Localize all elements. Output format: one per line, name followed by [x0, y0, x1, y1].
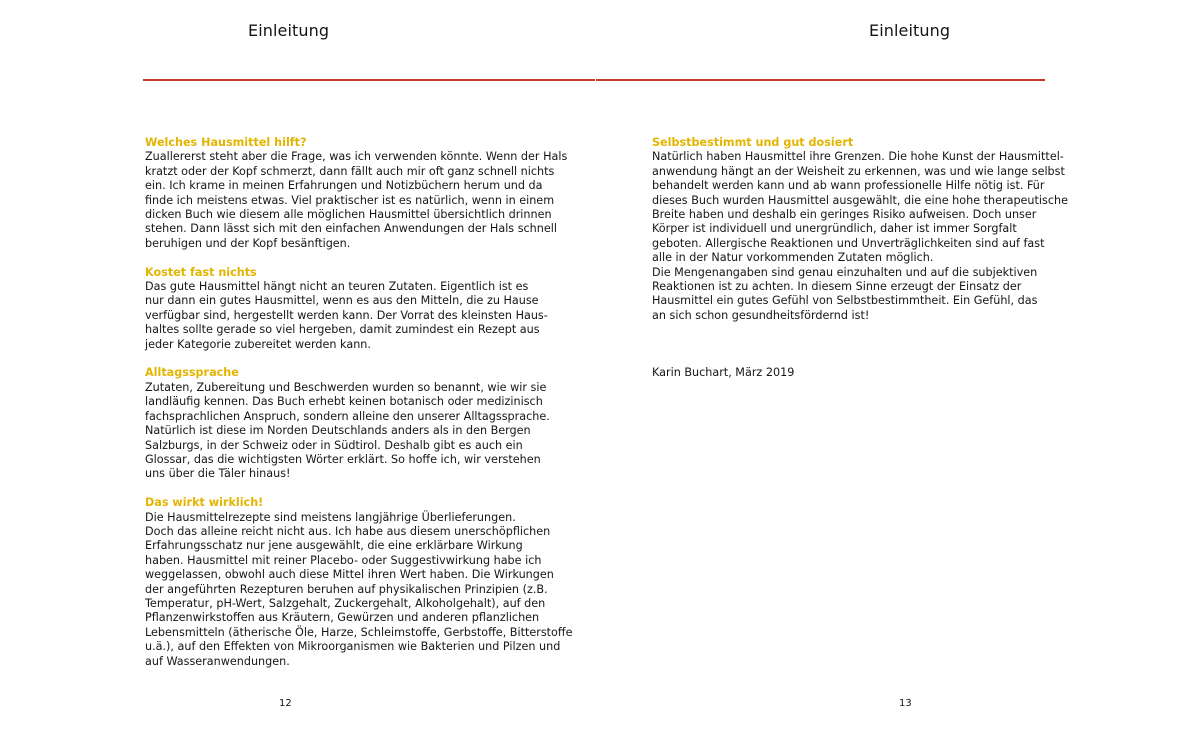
text-line: kratzt oder der Kopf schmerzt, dann fällt auch mir oft ganz schnell nichts — [145, 164, 555, 178]
text-line: Salzburgs, in der Schweiz oder in Südtirol. Deshalb gibt es auch ein — [145, 438, 523, 452]
text-line: Hausmittel ein gutes Gefühl von Selbstbestimmtheit. Ein Gefühl, das — [652, 294, 1038, 308]
author-signature: Karin Buchart, März 2019 — [652, 366, 795, 380]
text-line: Die Hausmittelrezepte sind meistens langjährige Überlieferungen. — [145, 510, 516, 524]
text-line: alle in der Natur vorkommenden Zutaten möglich. — [652, 251, 934, 265]
text-line: Reaktionen ist zu achten. In diesem Sinne erzeugt der Einsatz der — [652, 280, 1022, 294]
section-alltagssprache — [145, 366, 555, 481]
text-line: beruhigen und der Kopf besänftigen. — [145, 236, 351, 250]
text-line: anwendung hängt an der Weisheit zu erkennen, was und wie lange selbst — [652, 164, 1065, 178]
text-line: der angeführten Rezepturen beruhen auf physikalischen Prinzipien (z.B. — [145, 582, 548, 596]
right-page-body — [652, 136, 1068, 381]
text-line: Glossar, das die wichtigsten Wörter erklärt. So hoffe ich, wir verstehen — [145, 452, 541, 466]
text-line: landläufig kennen. Das Buch erhebt keinen botanisch oder medizinisch — [145, 395, 543, 409]
right-page-number: 13 — [899, 698, 912, 709]
section-title: Alltagssprache — [145, 366, 239, 380]
text-line: Lebensmitteln (ätherische Öle, Harze, Schleimstoffe, Gerbstoffe, Bitterstoffe — [145, 625, 573, 639]
section-title: Kostet fast nichts — [145, 265, 257, 279]
text-line: nur dann ein gutes Hausmittel, wenn es aus den Mitteln, die zu Hause — [145, 294, 539, 308]
text-line: Doch das alleine reicht nicht aus. Ich habe aus diesem unerschöpflichen — [145, 524, 551, 538]
text-line: geboten. Allergische Reaktionen und Unverträglichkeiten sind auf fast — [652, 236, 1045, 250]
text-line: Temperatur, pH-Wert, Salzgehalt, Zuckergehalt, Alkoholgehalt), auf den — [145, 596, 546, 610]
text-line: Zuallererst steht aber die Frage, was ich verwenden könnte. Wenn der Hals — [145, 150, 568, 164]
left-page-body — [145, 136, 573, 683]
text-line: jeder Kategorie zubereitet werden kann. — [145, 337, 371, 351]
section-kostet-fast-nichts — [145, 266, 555, 352]
text-line: Körper ist individuell und unergründlich, daher ist immer Sorgfalt — [652, 222, 1017, 236]
text-line: fachsprachlichen Anspruch, sondern alleine den unserer Alltagssprache. — [145, 409, 550, 423]
text-line: stehen. Dann lässt sich mit den einfachen Anwendungen der Hals schnell — [145, 222, 557, 236]
text-line: an sich schon gesundheitsfördernd ist! — [652, 308, 870, 322]
left-running-head: Einleitung — [248, 21, 330, 40]
right-header-rule — [596, 79, 1045, 81]
text-line: auf Wasseranwendungen. — [145, 654, 290, 668]
text-line: u.ä.), auf den Effekten von Mikroorganismen wie Bakterien und Pilzen und — [145, 640, 561, 654]
section-das-wirkt-wirklich — [145, 496, 573, 669]
text-line: haltes sollte gerade so viel hergeben, damit zumindest ein Rezept aus — [145, 323, 540, 337]
text-line: ein. Ich krame in meinen Erfahrungen und Notizbüchern herum und da — [145, 179, 543, 193]
text-line: Breite haben und deshalb ein geringes Risiko aufweisen. Doch unser — [652, 208, 1037, 222]
text-line: Natürlich haben Hausmittel ihre Grenzen. Die hohe Kunst der Hausmittel- — [652, 150, 1064, 164]
left-page-number: 12 — [279, 698, 292, 709]
right-running-head: Einleitung — [869, 21, 951, 40]
section-selbstbestimmt — [652, 136, 1068, 323]
text-line: weggelassen, obwohl auch diese Mittel ihren Wert haben. Die Wirkungen — [145, 568, 554, 582]
text-line: dieses Buch wurden Hausmittel ausgewählt, die eine hohe therapeutische — [652, 193, 1068, 207]
text-line: Natürlich ist diese im Norden Deutschlands anders als in den Bergen — [145, 424, 531, 438]
left-header-rule — [143, 79, 595, 81]
text-line: dicken Buch wie diesem alle möglichen Hausmittel übersichtlich drinnen — [145, 208, 552, 222]
section-title: Selbstbestimmt und gut dosiert — [652, 136, 854, 149]
text-line: uns über die Täler hinaus! — [145, 467, 291, 481]
text-line: verfügbar sind, hergestellt werden kann. Der Vorrat des kleinsten Haus- — [145, 308, 548, 322]
text-line: finde ich meistens etwas. Viel praktischer ist es natürlich, wenn in einem — [145, 193, 555, 207]
text-line: Zutaten, Zubereitung und Beschwerden wurden so benannt, wie wir sie — [145, 380, 547, 394]
section-title: Welches Hausmittel hilft? — [145, 136, 307, 149]
section-title: Das wirkt wirklich! — [145, 496, 264, 510]
text-line: Pflanzenwirkstoffen aus Kräutern, Gewürzen und anderen pflanzlichen — [145, 611, 540, 625]
text-line: Das gute Hausmittel hängt nicht an teuren Zutaten. Eigentlich ist es — [145, 280, 529, 294]
text-line: behandelt werden kann und ab wann professionelle Hilfe nötig ist. Für — [652, 179, 1045, 193]
text-line: Erfahrungsschatz nur jene ausgewählt, die eine erklärbare Wirkung — [145, 539, 523, 553]
section-welches-hausmittel — [145, 136, 568, 251]
text-line: haben. Hausmittel mit reiner Placebo- oder Suggestivwirkung habe ich — [145, 553, 542, 567]
text-line: Die Mengenangaben sind genau einzuhalten und auf die subjektiven — [652, 265, 1038, 279]
